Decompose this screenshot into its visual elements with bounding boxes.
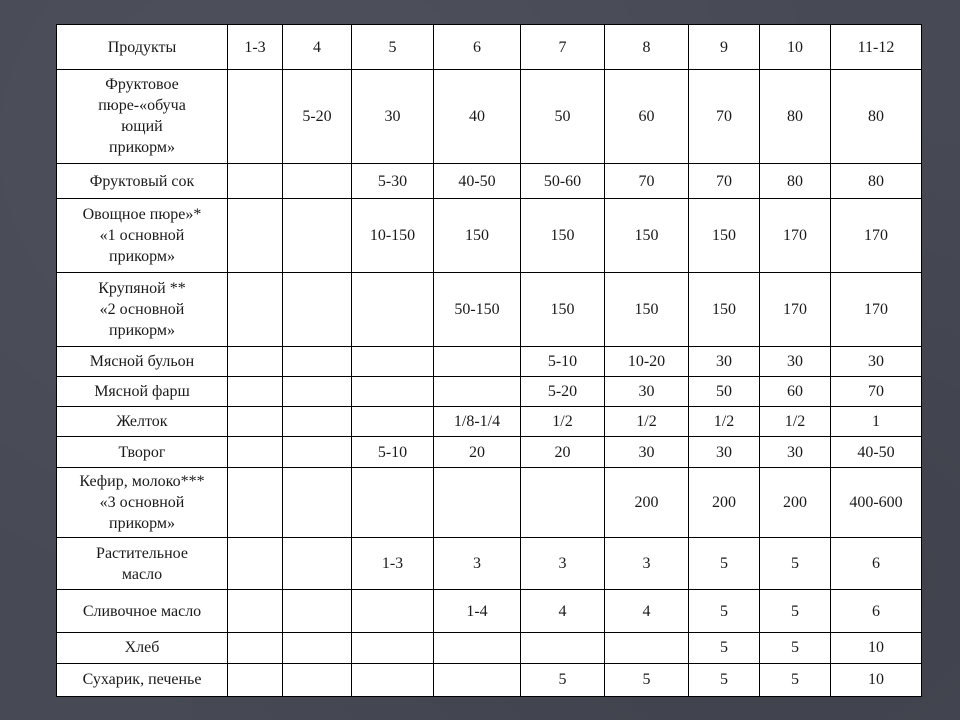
- amount-cell: 4: [605, 589, 689, 632]
- product-name-cell: Фруктовый сок: [57, 163, 228, 198]
- amount-cell: [228, 199, 283, 273]
- amount-cell: 3: [605, 538, 689, 589]
- amount-cell: 1: [831, 407, 922, 437]
- amount-cell: [283, 633, 352, 663]
- amount-cell: 5-10: [352, 437, 434, 467]
- amount-cell: [283, 199, 352, 273]
- amount-cell: 70: [689, 70, 760, 164]
- header-row: [57, 25, 922, 70]
- amount-cell: 30: [689, 437, 760, 467]
- amount-cell: 20: [434, 437, 521, 467]
- amount-cell: 4: [521, 589, 605, 632]
- amount-cell: 1-4: [434, 589, 521, 632]
- amount-cell: 70: [605, 163, 689, 198]
- amount-cell: [283, 272, 352, 346]
- amount-cell: 5-20: [283, 70, 352, 164]
- amount-cell: [228, 272, 283, 346]
- amount-cell: 60: [605, 70, 689, 164]
- amount-cell: 80: [831, 163, 922, 198]
- product-name-cell: Растительное масло: [57, 538, 228, 589]
- product-name-cell: Мясной бульон: [57, 346, 228, 376]
- amount-cell: [521, 633, 605, 663]
- product-name-cell: Творог: [57, 437, 228, 467]
- amount-cell: [283, 467, 352, 538]
- amount-cell: 150: [434, 199, 521, 273]
- amount-cell: 50-150: [434, 272, 521, 346]
- table-row: [57, 589, 922, 632]
- amount-cell: 5: [689, 633, 760, 663]
- amount-cell: 5: [760, 538, 831, 589]
- amount-cell: [228, 663, 283, 696]
- amount-cell: [283, 407, 352, 437]
- table-row: [57, 376, 922, 406]
- product-name-cell: Желток: [57, 407, 228, 437]
- amount-cell: 200: [760, 467, 831, 538]
- amount-cell: 80: [831, 70, 922, 164]
- amount-cell: 3: [521, 538, 605, 589]
- amount-cell: [228, 70, 283, 164]
- amount-cell: 150: [689, 199, 760, 273]
- table-row: [57, 467, 922, 538]
- amount-cell: [228, 589, 283, 632]
- amount-cell: 30: [760, 437, 831, 467]
- amount-cell: 170: [831, 199, 922, 273]
- amount-cell: 30: [760, 346, 831, 376]
- amount-cell: 50: [521, 70, 605, 164]
- amount-cell: 6: [831, 589, 922, 632]
- table-row: [57, 346, 922, 376]
- amount-cell: 70: [831, 376, 922, 406]
- amount-cell: 5: [521, 663, 605, 696]
- amount-cell: 150: [605, 272, 689, 346]
- amount-cell: [228, 346, 283, 376]
- amount-cell: 40-50: [831, 437, 922, 467]
- amount-cell: 30: [831, 346, 922, 376]
- amount-cell: 50: [689, 376, 760, 406]
- header-age-7: 7: [521, 25, 605, 70]
- amount-cell: [352, 633, 434, 663]
- amount-cell: [283, 346, 352, 376]
- amount-cell: 3: [434, 538, 521, 589]
- amount-cell: 80: [760, 163, 831, 198]
- product-name-cell: Овощное пюре»* «1 основной прикорм»: [57, 199, 228, 273]
- amount-cell: 70: [689, 163, 760, 198]
- table-row: [57, 163, 922, 198]
- amount-cell: [228, 467, 283, 538]
- amount-cell: [228, 437, 283, 467]
- amount-cell: 80: [760, 70, 831, 164]
- amount-cell: [228, 633, 283, 663]
- product-name-cell: Крупяной ** «2 основной прикорм»: [57, 272, 228, 346]
- header-age-8: 8: [605, 25, 689, 70]
- amount-cell: 10: [831, 633, 922, 663]
- header-age-10: 10: [760, 25, 831, 70]
- feeding-table: [56, 24, 922, 697]
- amount-cell: 170: [760, 272, 831, 346]
- amount-cell: 30: [605, 376, 689, 406]
- amount-cell: [352, 407, 434, 437]
- amount-cell: [434, 663, 521, 696]
- table-row: [57, 538, 922, 589]
- amount-cell: 5-30: [352, 163, 434, 198]
- amount-cell: [434, 467, 521, 538]
- header-age-6: 6: [434, 25, 521, 70]
- amount-cell: [434, 376, 521, 406]
- header-age-9: 9: [689, 25, 760, 70]
- amount-cell: [434, 633, 521, 663]
- table-row: [57, 70, 922, 164]
- amount-cell: [283, 589, 352, 632]
- amount-cell: 5: [760, 633, 831, 663]
- amount-cell: [283, 663, 352, 696]
- amount-cell: [283, 163, 352, 198]
- amount-cell: [605, 633, 689, 663]
- amount-cell: 1/2: [521, 407, 605, 437]
- amount-cell: 1/2: [760, 407, 831, 437]
- amount-cell: 150: [521, 199, 605, 273]
- amount-cell: 1/8-1/4: [434, 407, 521, 437]
- product-name-cell: Сливочное масло: [57, 589, 228, 632]
- amount-cell: [352, 346, 434, 376]
- amount-cell: 30: [352, 70, 434, 164]
- amount-cell: [352, 272, 434, 346]
- header-age-11-12: 11-12: [831, 25, 922, 70]
- header-products: Продукты: [57, 25, 228, 70]
- amount-cell: 200: [689, 467, 760, 538]
- amount-cell: 20: [521, 437, 605, 467]
- amount-cell: [228, 376, 283, 406]
- amount-cell: [283, 437, 352, 467]
- amount-cell: 1-3: [352, 538, 434, 589]
- table-row: [57, 633, 922, 663]
- amount-cell: [521, 467, 605, 538]
- amount-cell: 150: [605, 199, 689, 273]
- amount-cell: 5: [760, 589, 831, 632]
- amount-cell: [434, 346, 521, 376]
- header-age-5: 5: [352, 25, 434, 70]
- amount-cell: 170: [831, 272, 922, 346]
- amount-cell: [352, 589, 434, 632]
- amount-cell: 5: [689, 538, 760, 589]
- table-row: [57, 663, 922, 696]
- amount-cell: 170: [760, 199, 831, 273]
- header-age-4: 4: [283, 25, 352, 70]
- table-row: [57, 437, 922, 467]
- amount-cell: [283, 538, 352, 589]
- amount-cell: 40-50: [434, 163, 521, 198]
- table-row: [57, 272, 922, 346]
- amount-cell: 60: [760, 376, 831, 406]
- amount-cell: [352, 376, 434, 406]
- amount-cell: 6: [831, 538, 922, 589]
- amount-cell: [228, 163, 283, 198]
- amount-cell: 1/2: [689, 407, 760, 437]
- amount-cell: 400-600: [831, 467, 922, 538]
- product-name-cell: Хлеб: [57, 633, 228, 663]
- product-name-cell: Фруктовое пюре-«обуча ющий прикорм»: [57, 70, 228, 164]
- amount-cell: 50-60: [521, 163, 605, 198]
- table-row: [57, 199, 922, 273]
- amount-cell: 1/2: [605, 407, 689, 437]
- amount-cell: 5: [760, 663, 831, 696]
- amount-cell: 200: [605, 467, 689, 538]
- amount-cell: 5: [689, 589, 760, 632]
- amount-cell: 30: [605, 437, 689, 467]
- amount-cell: 40: [434, 70, 521, 164]
- table-body: [57, 70, 922, 697]
- amount-cell: [352, 663, 434, 696]
- amount-cell: [352, 467, 434, 538]
- amount-cell: 150: [689, 272, 760, 346]
- product-name-cell: Мясной фарш: [57, 376, 228, 406]
- table-row: [57, 407, 922, 437]
- amount-cell: 10-150: [352, 199, 434, 273]
- amount-cell: 5: [605, 663, 689, 696]
- amount-cell: 150: [521, 272, 605, 346]
- amount-cell: 10: [831, 663, 922, 696]
- amount-cell: 5-10: [521, 346, 605, 376]
- amount-cell: [283, 376, 352, 406]
- product-name-cell: Сухарик, печенье: [57, 663, 228, 696]
- amount-cell: 30: [689, 346, 760, 376]
- amount-cell: [228, 538, 283, 589]
- amount-cell: 5: [689, 663, 760, 696]
- amount-cell: [228, 407, 283, 437]
- header-age-1-3: 1-3: [228, 25, 283, 70]
- amount-cell: 10-20: [605, 346, 689, 376]
- amount-cell: 5-20: [521, 376, 605, 406]
- product-name-cell: Кефир, молоко*** «3 основной прикорм»: [57, 467, 228, 538]
